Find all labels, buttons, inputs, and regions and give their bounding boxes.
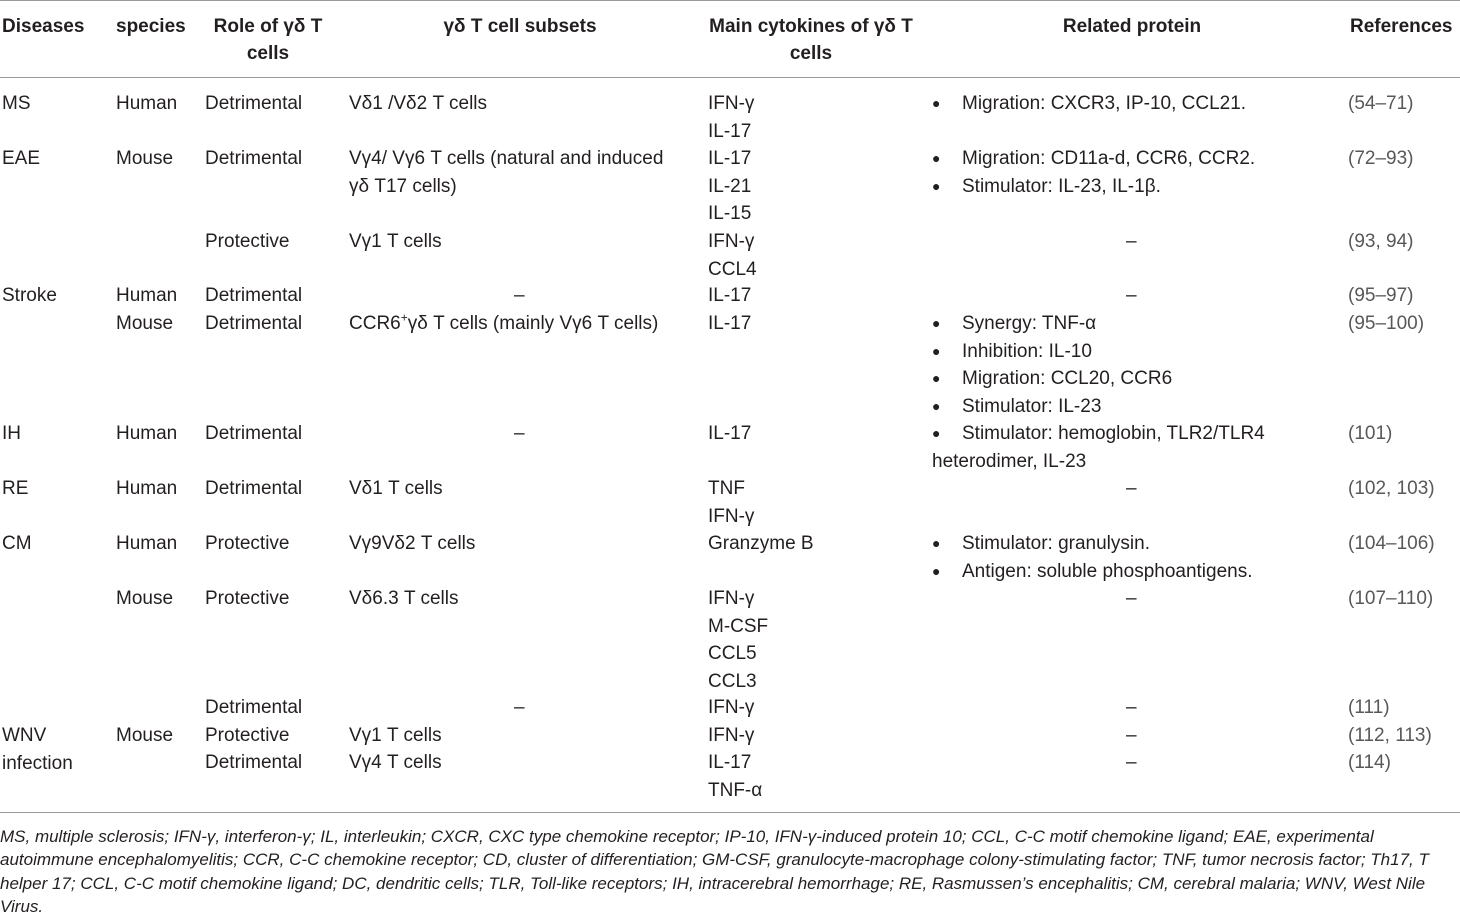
protein-ih-line2: heterodimer, IL-23 bbox=[932, 450, 1087, 472]
role-eae-1: Detrimental bbox=[205, 148, 303, 169]
protein-stroke-2d: Stimulator: IL-23 bbox=[962, 395, 1102, 417]
protein-stroke-2a: Synergy: TNF-α bbox=[962, 313, 1097, 334]
refs-wnv-1[interactable]: (112, 113) bbox=[1348, 725, 1432, 746]
header-protein: Related protein bbox=[1062, 16, 1202, 37]
subset-stroke-2 bbox=[349, 310, 658, 338]
subset-suffix: γδ T cells (mainly Vγ6 T cells) bbox=[407, 313, 659, 334]
header-species: species bbox=[116, 16, 186, 37]
ref-link[interactable]: 94 bbox=[1386, 231, 1408, 252]
protein-wnv-2: – bbox=[1126, 752, 1137, 773]
subset-ih: – bbox=[514, 423, 525, 444]
ref-link[interactable]: 111 bbox=[1354, 697, 1384, 718]
table-footnote: MS, multiple sclerosis; IFN-γ, interferon-γ; IL, interleukin; CXCR, CXC type chemokine receptor; IP-10, IFN-γ-induced protein 10; CCL, C-C motif chemokine ligand; EAE, experimental autoimmune encephalomyelitis; CCR, C-C chemokine receptor; CD, cluster of differentiation; GM-CSF, granulocyte-macrophage colony-stimulating factor; TNF, tumor necrosis factor; Th17, T helper 17; CCL, C-C motif chemokine ligand; DC, dendritic cells; TLR, Toll-like receptors; IH, intracerebral hemorrhage; RE, Rasmussen’s encephalitis; CM, cerebral malaria; WNV, West Nile Virus. bbox=[0, 827, 1429, 916]
cytokines-eae-2 bbox=[708, 228, 757, 283]
species-stroke-1: Human bbox=[116, 285, 178, 306]
disease-stroke: Stroke bbox=[2, 285, 57, 306]
role-ms: Detrimental bbox=[205, 93, 303, 114]
protein-cm-1a: Stimulator: granulysin. bbox=[962, 533, 1150, 554]
species-stroke-2: Mouse bbox=[116, 313, 174, 334]
cytokine-item: CCL5 bbox=[708, 643, 757, 664]
ref-link[interactable]: 72–93 bbox=[1354, 148, 1408, 169]
cytokine-item: IL-17 bbox=[708, 148, 752, 169]
cytokines-ms bbox=[708, 90, 754, 145]
role-eae-2: Protective bbox=[205, 231, 290, 252]
bullet-icon: ● bbox=[932, 425, 941, 441]
disease-re: RE bbox=[2, 478, 29, 499]
role-stroke-1: Detrimental bbox=[205, 285, 303, 306]
subset-cm-1: Vγ9Vδ2 T cells bbox=[349, 533, 476, 554]
ref-link[interactable]: 113 bbox=[1395, 725, 1426, 746]
protein-stroke-1: – bbox=[1126, 285, 1137, 306]
cytokines-stroke-1: IL-17 bbox=[708, 285, 752, 306]
cytokine-item: TNF bbox=[708, 478, 745, 499]
bullet-icon: ● bbox=[932, 562, 941, 579]
subset-wnv-1: Vγ1 T cells bbox=[349, 725, 442, 746]
refs-cm-2[interactable]: (107–110) bbox=[1348, 588, 1434, 609]
species-ms: Human bbox=[116, 93, 178, 114]
ref-link[interactable]: 95–100 bbox=[1354, 313, 1418, 334]
header-diseases: Diseases bbox=[2, 16, 85, 37]
cytokines-eae-1 bbox=[708, 145, 751, 228]
refs-cm-1[interactable]: (104–106) bbox=[1348, 533, 1435, 554]
cytokine-item: IFN-γ bbox=[708, 93, 755, 114]
refs-ih[interactable]: (101) bbox=[1348, 423, 1393, 444]
cytokines-cm-1: Granzyme B bbox=[708, 533, 814, 554]
cytokines-wnv-1: IFN-γ bbox=[708, 725, 755, 746]
role-re: Detrimental bbox=[205, 478, 303, 499]
ref-link[interactable]: 112 bbox=[1354, 725, 1385, 746]
ref-link[interactable]: 114 bbox=[1354, 752, 1385, 773]
cytokines-stroke-2: IL-17 bbox=[708, 313, 752, 334]
cytokine-item: IL-17 bbox=[708, 752, 752, 773]
bullet-icon: ● bbox=[932, 177, 941, 194]
protein-eae-1a: Migration: CD11a-d, CCR6, CCR2. bbox=[962, 148, 1256, 169]
cytokines-cm-2 bbox=[708, 585, 768, 695]
role-wnv-2: Detrimental bbox=[205, 752, 303, 773]
ref-link[interactable]: 93 bbox=[1354, 231, 1376, 252]
subset-line: Vγ4/ Vγ6 T cells (natural and induced bbox=[349, 148, 664, 169]
cytokine-item: IFN-γ bbox=[708, 231, 755, 252]
protein-eae-2: – bbox=[1126, 231, 1137, 252]
refs-stroke-1[interactable]: (95–97) bbox=[1348, 285, 1414, 306]
bullet-icon: ● bbox=[932, 95, 941, 111]
disease-line: WNV bbox=[2, 725, 47, 746]
superscript-plus: + bbox=[400, 310, 408, 325]
ref-link[interactable]: 103 bbox=[1396, 478, 1429, 499]
header-subsets: γδ T cell subsets bbox=[443, 16, 597, 37]
refs-stroke-2[interactable]: (95–100) bbox=[1348, 313, 1425, 334]
refs-ms[interactable]: (54–71) bbox=[1348, 93, 1414, 114]
role-cm-3: Detrimental bbox=[205, 697, 303, 718]
protein-cm-3: – bbox=[1126, 697, 1137, 718]
cytokine-item: M-CSF bbox=[708, 615, 769, 637]
top-rule bbox=[0, 0, 1460, 1]
subset-cm-2: Vδ6.3 T cells bbox=[349, 588, 459, 609]
subset-cm-3: – bbox=[514, 697, 525, 718]
protein-eae-1b: Stimulator: IL-23, IL-1β. bbox=[962, 175, 1161, 197]
cytokine-item: CCL3 bbox=[708, 670, 757, 692]
cytokine-item: IL-15 bbox=[708, 203, 752, 224]
bullet-icon: ● bbox=[932, 150, 941, 166]
ref-link[interactable]: 107–110 bbox=[1354, 588, 1427, 609]
bullet-icon: ● bbox=[932, 370, 941, 386]
species-cm-2: Mouse bbox=[116, 588, 174, 609]
species-eae: Mouse bbox=[116, 148, 174, 169]
cytokines-re bbox=[708, 475, 754, 530]
subset-eae-2: Vγ1 T cells bbox=[349, 231, 442, 252]
bullet-icon: ● bbox=[932, 397, 941, 414]
subset-prefix: CCR6 bbox=[349, 313, 401, 334]
protein-cm-1b: Antigen: soluble phosphoantigens. bbox=[962, 560, 1253, 582]
refs-eae-1[interactable]: (72–93) bbox=[1348, 148, 1414, 169]
cytokine-item: TNF-α bbox=[708, 779, 763, 801]
cytokine-item: CCL4 bbox=[708, 258, 757, 280]
role-stroke-2: Detrimental bbox=[205, 313, 303, 334]
protein-stroke-2b: Inhibition: IL-10 bbox=[962, 340, 1092, 362]
role-wnv-1: Protective bbox=[205, 725, 290, 746]
cytokines-ih: IL-17 bbox=[708, 423, 752, 444]
cytokine-item: IFN-γ bbox=[708, 505, 755, 527]
bullet-icon: ● bbox=[932, 315, 941, 331]
species-cm-1: Human bbox=[116, 533, 178, 554]
cytokines-wnv-2 bbox=[708, 749, 762, 804]
protein-re: – bbox=[1126, 478, 1137, 499]
bottom-rule bbox=[0, 812, 1460, 813]
role-ih: Detrimental bbox=[205, 423, 303, 444]
cytokine-item: IL-17 bbox=[708, 120, 752, 142]
disease-wnv bbox=[2, 722, 73, 777]
disease-eae: EAE bbox=[2, 148, 41, 169]
header-cytokines: Main cytokines of γδ T cells bbox=[709, 16, 913, 64]
subset-stroke-1: – bbox=[514, 285, 525, 306]
disease-line: infection bbox=[2, 752, 73, 774]
species-ih: Human bbox=[116, 423, 178, 444]
refs-wnv-2[interactable]: (114) bbox=[1348, 752, 1391, 773]
species-re: Human bbox=[116, 478, 178, 499]
ref-link[interactable]: 95–97 bbox=[1354, 285, 1408, 306]
subset-re: Vδ1 T cells bbox=[349, 478, 443, 499]
disease-ih: IH bbox=[2, 423, 21, 444]
ref-link[interactable]: 101 bbox=[1354, 423, 1387, 444]
species-wnv: Mouse bbox=[116, 725, 174, 746]
protein-ih-line1: Stimulator: hemoglobin, TLR2/TLR4 bbox=[962, 423, 1265, 444]
protein-ms: Migration: CXCR3, IP-10, CCL21. bbox=[962, 93, 1247, 114]
cytokines-cm-3: IFN-γ bbox=[708, 697, 755, 718]
header-role: Role of γδ T cells bbox=[213, 16, 323, 64]
disease-cm: CM bbox=[2, 533, 32, 554]
disease-ms: MS bbox=[2, 93, 31, 114]
cytokine-item: IFN-γ bbox=[708, 588, 755, 609]
ref-link[interactable]: 102 bbox=[1354, 478, 1387, 499]
bullet-icon: ● bbox=[932, 342, 941, 359]
cytokine-item: IL-21 bbox=[708, 175, 752, 197]
protein-wnv-1: – bbox=[1126, 725, 1137, 746]
protein-cm-2: – bbox=[1126, 588, 1137, 609]
refs-eae-2[interactable]: (93, 94) bbox=[1348, 231, 1414, 252]
ref-link[interactable]: 104–106 bbox=[1354, 533, 1429, 554]
ref-link[interactable]: 54–71 bbox=[1354, 93, 1408, 114]
bullet-icon: ● bbox=[932, 535, 941, 551]
role-cm-1: Protective bbox=[205, 533, 290, 554]
refs-re[interactable]: (102, 103) bbox=[1348, 478, 1435, 499]
refs-cm-3[interactable]: (111) bbox=[1348, 697, 1390, 718]
header-references: References bbox=[1350, 16, 1453, 37]
subset-line: γδ T17 cells) bbox=[349, 175, 457, 197]
role-cm-2: Protective bbox=[205, 588, 290, 609]
header-rule bbox=[0, 77, 1460, 78]
subset-ms: Vδ1 /Vδ2 T cells bbox=[349, 93, 488, 114]
protein-stroke-2c: Migration: CCL20, CCR6 bbox=[962, 368, 1173, 389]
subset-wnv-2: Vγ4 T cells bbox=[349, 752, 442, 773]
subset-eae-1 bbox=[349, 145, 663, 200]
